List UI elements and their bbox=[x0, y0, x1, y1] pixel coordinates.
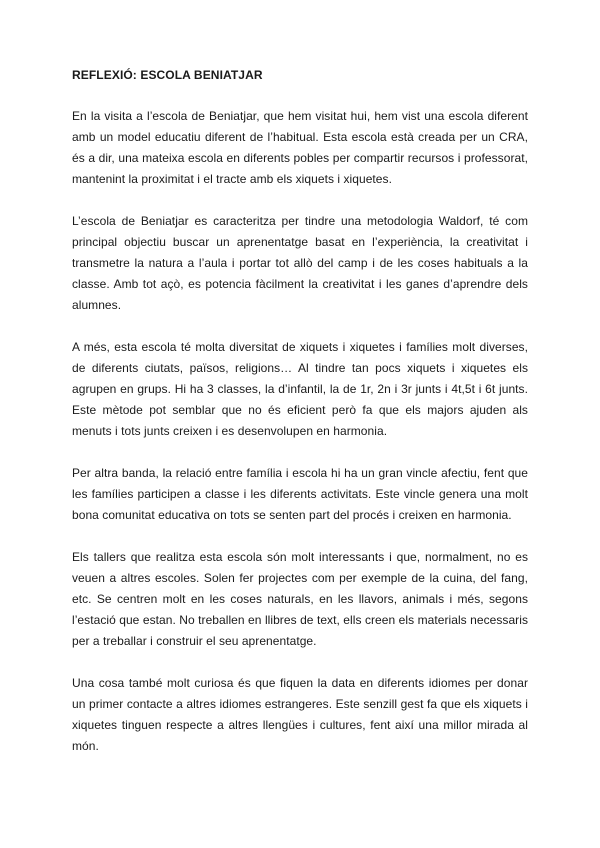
document-page bbox=[72, 66, 528, 778]
paragraph-diversity: A més, esta escola té molta diversitat de xiquets i xiquetes i famílies molt diverses, de diferents ciutats, països, religions… Al tindre tan pocs xiquets i xiquetes els agrupen en grups. Hi ha 3 classes, la d’infantil, la de 1r, 2n i 3r junts i 4t,5t i 6t junts. Este mètode pot semblar que no és eficient però fa que els majors ajuden als menuts i tots junts creixen i es desenvolupen en harmonia. bbox=[72, 340, 528, 438]
paragraph-family: Per altra banda, la relació entre família i escola hi ha un gran vincle afectiu, fent que les famílies participen a classe i les diferents activitats. Este vincle genera una molt bona comunitat educativa on tots se senten part del procés i creixen en harmonia. bbox=[72, 466, 528, 522]
paragraph-waldorf: L’escola de Beniatjar es caracteritza per tindre una metodologia Waldorf, té com principal objectiu buscar un aprenentatge basat en l’experiència, la creativitat i transmetre la natura a l’aula i portar tot allò del camp i de les coses habituals a la classe. Amb tot açò, es potencia fàcilment la creativitat i les ganes d’aprendre dels alumnes. bbox=[72, 214, 528, 312]
paragraph-visit: En la visita a l’escola de Beniatjar, que hem visitat hui, hem vist una escola diferent amb un model educatiu diferent de l’habitual. Esta escola està creada per un CRA, és a dir, una mateixa escola en diferents pobles per compartir recursos i professorat, mantenint la proximitat i el tracte amb els xiquets i xiquetes. bbox=[72, 109, 528, 186]
paragraph-languages: Una cosa també molt curiosa és que fiquen la data en diferents idiomes per donar un primer contacte a altres idiomes estrangeres. Este senzill gest fa que els xiquets i xiquetes tinguen respecte a altres llengües i cultures, fent així una millor mirada al món. bbox=[72, 676, 528, 753]
paragraph-workshops: Els tallers que realitza esta escola són molt interessants i que, normalment, no es veuen a altres escoles. Solen fer projectes com per exemple de la cuina, del fang, etc. Se centren molt en les coses naturals, en les llavors, animals i més, segons l’estació que estan. No treballen en llibres de text, ells creen els materials necessaris per a treballar i construir el seu aprenentatge. bbox=[72, 550, 528, 648]
document-title: REFLEXIÓ: ESCOLA BENIATJAR bbox=[72, 68, 263, 82]
